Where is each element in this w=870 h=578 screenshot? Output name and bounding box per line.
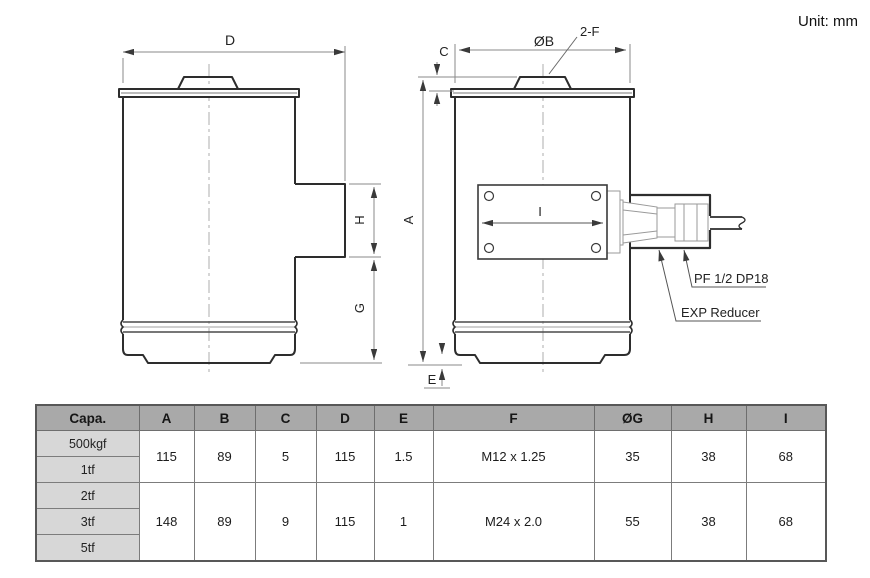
unit-label: Unit: mm: [798, 13, 858, 30]
pf-callout: [684, 250, 768, 287]
header-e: E: [374, 405, 433, 431]
header-b: B: [194, 405, 255, 431]
value-cell: 55: [594, 483, 671, 562]
side-dim-2f-label: 2-F: [580, 24, 600, 39]
side-dim-ob-label: ØB: [533, 33, 555, 49]
capacity-cell: 500kgf: [36, 431, 139, 457]
front-dim-d-label: D: [224, 32, 236, 48]
value-cell: 9: [255, 483, 316, 562]
header-f: F: [433, 405, 594, 431]
value-cell: 115: [316, 483, 374, 562]
value-cell: 89: [194, 483, 255, 562]
header-c: C: [255, 405, 316, 431]
header-a: A: [139, 405, 194, 431]
value-cell: 68: [746, 431, 826, 483]
side-dim-c-lines: [418, 62, 517, 106]
front-dim-g-lines: [300, 260, 382, 363]
value-cell: 68: [746, 483, 826, 562]
value-cell: 115: [139, 431, 194, 483]
front-dim-h-label: H: [352, 215, 367, 225]
header-og: ØG: [594, 405, 671, 431]
side-dim-c-label: C: [439, 44, 449, 59]
value-cell: 115: [316, 431, 374, 483]
header-h: H: [671, 405, 746, 431]
side-view: [401, 24, 768, 388]
table-row: [36, 431, 826, 457]
front-view: [119, 32, 382, 376]
value-cell: 38: [671, 483, 746, 562]
value-cell: M12 x 1.25: [433, 431, 594, 483]
pf-label: PF 1/2 DP18: [694, 271, 769, 286]
header-d: D: [316, 405, 374, 431]
capacity-cell: 2tf: [36, 483, 139, 509]
front-body: [119, 77, 345, 363]
exp-reducer-label: EXP Reducer: [681, 305, 760, 320]
side-dim-e-label: E: [427, 372, 437, 387]
side-dim-a-label: A: [401, 215, 416, 225]
capacity-cell: 5tf: [36, 535, 139, 562]
value-cell: 89: [194, 431, 255, 483]
dimension-spec-table: [35, 404, 827, 562]
side-dim-i-label: I: [538, 204, 542, 219]
cable: [710, 217, 745, 229]
capacity-cell: 1tf: [36, 457, 139, 483]
header-capa: Capa.: [36, 405, 139, 431]
value-cell: 35: [594, 431, 671, 483]
table-header-row: [36, 405, 826, 431]
header-i: I: [746, 405, 826, 431]
value-cell: M24 x 2.0: [433, 483, 594, 562]
value-cell: 1: [374, 483, 433, 562]
capacity-cell: 3tf: [36, 509, 139, 535]
front-dim-g-label: G: [352, 302, 367, 314]
value-cell: 148: [139, 483, 194, 562]
connector-housing: [616, 195, 745, 248]
value-cell: 1.5: [374, 431, 433, 483]
table-row: [36, 483, 826, 509]
front-dim-d-lines: [123, 46, 345, 181]
value-cell: 5: [255, 431, 316, 483]
mounting-plate: [478, 185, 620, 259]
value-cell: 38: [671, 431, 746, 483]
